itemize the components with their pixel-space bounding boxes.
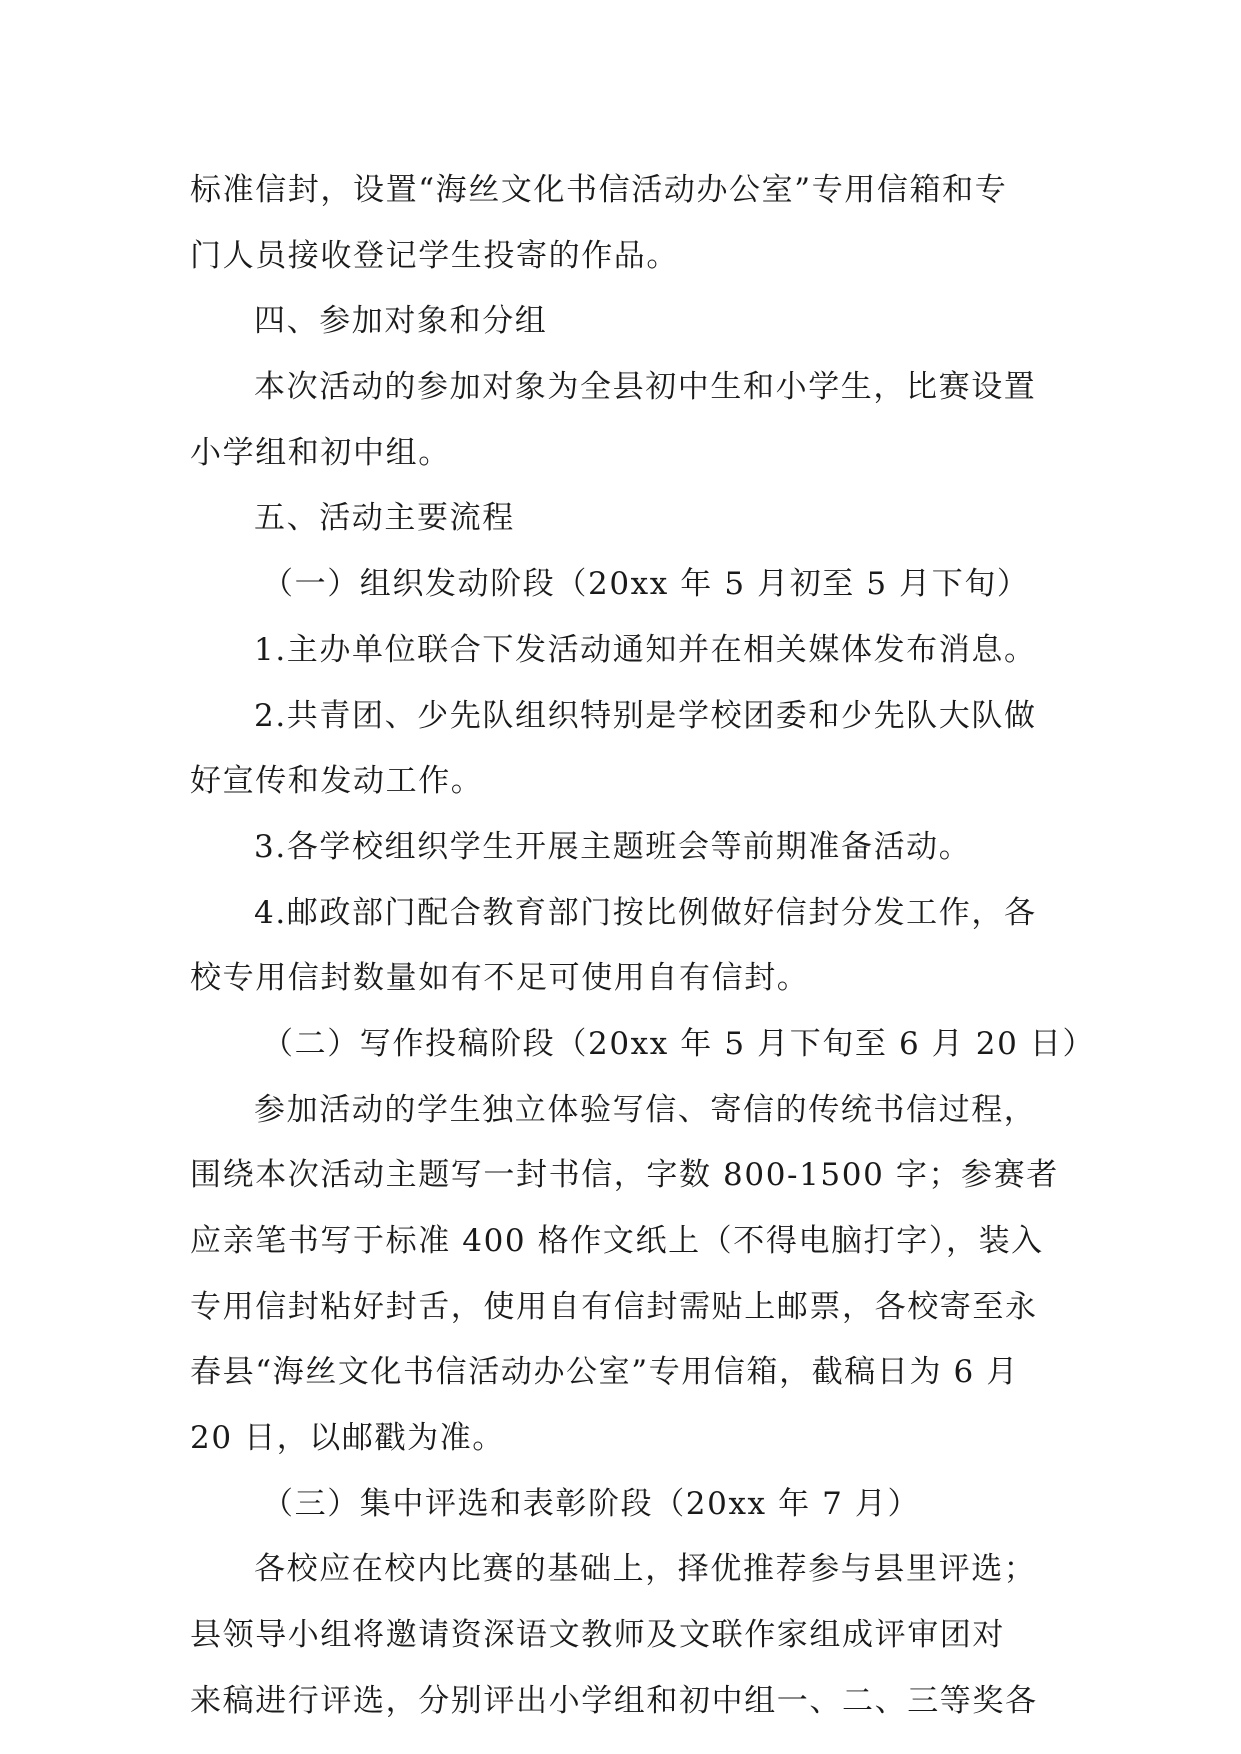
paragraph-line: 春县“海丝文化书信活动办公室”专用信箱，截稿日为 6 月 (190, 1354, 1019, 1391)
list-item: 3.各学校组织学生开展主题班会等前期准备活动。 (254, 828, 972, 865)
document-body (190, 158, 1096, 1735)
subsection-heading: （二）写作投稿阶段（20xx 年 5 月下旬至 6 月 20 日） (262, 1025, 1096, 1062)
section-heading: 四、参加对象和分组 (254, 303, 548, 340)
paragraph-line: 标准信封，设置“海丝文化书信活动办公室”专用信箱和专 (190, 172, 1008, 208)
list-item: 2.共青团、少先队组织特别是学校团委和少先队大队做 (254, 697, 1037, 734)
paragraph-line: 校专用信封数量如有不足可使用自有信封。 (190, 960, 810, 997)
subsection-heading: （一）组织发动阶段（20xx 年 5 月初至 5 月下旬） (262, 566, 1030, 603)
paragraph-line: 围绕本次活动主题写一封书信，字数 800-1500 字；参赛者 (190, 1157, 1059, 1194)
paragraph-line: 专用信封粘好封舌，使用自有信封需贴上邮票，各校寄至永 (190, 1288, 1038, 1325)
paragraph-line: 来稿进行评选，分别评出小学组和初中组一、二、三等奖各 (190, 1682, 1038, 1719)
list-item: 1.主办单位联合下发活动通知并在相关媒体发布消息。 (254, 631, 1037, 668)
paragraph-line: 应亲笔书写于标准 400 格作文纸上（不得电脑打字），装入 (190, 1223, 1044, 1259)
paragraph-line: 小学组和初中组。 (190, 434, 451, 471)
paragraph-line: 各校应在校内比赛的基础上，择优推荐参与县里评选； (254, 1551, 1037, 1588)
paragraph-line: 好宣传和发动工作。 (190, 763, 484, 800)
list-item: 4.邮政部门配合教育部门按比例做好信封分发工作，各 (254, 894, 1037, 931)
paragraph-line: 本次活动的参加对象为全县初中生和小学生，比赛设置 (254, 369, 1037, 406)
paragraph-line: 20 日，以邮戳为准。 (190, 1420, 505, 1457)
paragraph-line: 县领导小组将邀请资深语文教师及文联作家组成评审团对 (190, 1617, 1005, 1654)
paragraph-line: 参加活动的学生独立体验写信、寄信的传统书信过程， (254, 1091, 1037, 1128)
paragraph-line: 门人员接收登记学生投寄的作品。 (190, 237, 679, 274)
subsection-heading: （三）集中评选和表彰阶段（20xx 年 7 月） (262, 1485, 921, 1522)
section-heading: 五、活动主要流程 (254, 500, 515, 537)
